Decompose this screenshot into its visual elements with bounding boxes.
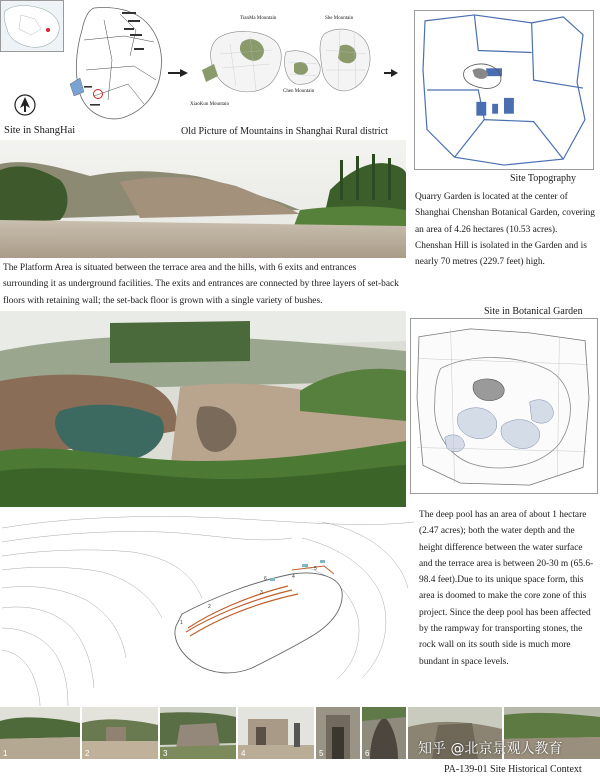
svg-text:2: 2 xyxy=(208,604,211,610)
thumb-number: 6 xyxy=(365,749,370,758)
shanghai-district-map xyxy=(64,0,172,125)
label-xiaokun-mountain: XiaoKun Mountain xyxy=(190,102,230,107)
thumb-number: 5 xyxy=(319,749,324,758)
site-plan-drawing xyxy=(2,508,414,706)
site-topography-map xyxy=(414,10,594,170)
label-she-mountain: She Mountain xyxy=(325,16,354,21)
botanical-caption-line1: Site in Botanical Garden xyxy=(484,306,583,317)
svg-text:5: 5 xyxy=(314,566,317,572)
svg-text:3: 3 xyxy=(260,590,263,596)
platform-area-text: The Platform Area is situated between the terrace area and the hills, with 6 exits and entrances surrounding it as underground facilities. The exits and entrances are connected by three layers of set-back floors with retaining wall; the set-back floor is grown with a single variety of bushes. xyxy=(3,263,399,306)
old-picture-caption: Old Picture of Mountains in Shanghai Rural district xyxy=(181,126,388,137)
svg-text:4: 4 xyxy=(292,574,295,580)
north-arrow-icon xyxy=(14,94,36,116)
thumb-number: 4 xyxy=(241,749,246,758)
deep-pool-photo xyxy=(0,311,406,507)
site-photo-6 xyxy=(362,707,406,759)
site-photo-2 xyxy=(82,707,158,759)
thumb-number: 1 xyxy=(3,749,8,758)
old-mountains-map xyxy=(190,14,378,114)
watermark: 知乎 @北京景观人教育 xyxy=(418,741,563,757)
botanical-garden-map xyxy=(410,318,598,494)
page-id-caption: PA-139-01 Site Historical Context xyxy=(444,764,582,775)
site-photo-3 xyxy=(160,707,236,759)
deep-pool-text: The deep pool has an area of about 1 hectare (2.47 acres); both the water depth and the height difference between the water surface and the terrace area is between 20-30 m (65.6-98.4 feet).Due to its unique space form, this area is doomed to make the core zone of this project. Since the deep pool has been affected by the rampway for transporting stones, the rock wall on its south side is much more bundant in space levels. xyxy=(419,510,594,667)
svg-text:6: 6 xyxy=(264,576,267,582)
site-photo-4 xyxy=(238,707,314,759)
site-in-shanghai-caption: Site in ShangHai xyxy=(4,125,76,136)
site-topography-caption: Site Topography xyxy=(510,173,577,184)
svg-text:1: 1 xyxy=(180,620,183,626)
thumb-number: 2 xyxy=(85,749,90,758)
site-photo-1 xyxy=(0,707,80,759)
site-photo-5 xyxy=(316,707,360,759)
arrow-right-icon xyxy=(384,64,398,72)
platform-panorama-photo xyxy=(0,140,406,258)
china-inset-map xyxy=(0,0,64,52)
label-tianma-mountain: TianMa Mountain xyxy=(240,16,277,21)
arrow-right-icon xyxy=(168,64,188,72)
thumb-number: 3 xyxy=(163,749,168,758)
label-chen-mountain: Chen Mountain xyxy=(283,89,315,94)
quarry-intro-text: Quarry Garden is located at the center of Shanghai Chenshan Botanical Garden, covering an area of 4.26 hectares (10.53 acres). Chenshan Hill is isolated in the Garden and is nearly 70 metres (229.7 feet) high. xyxy=(415,192,595,268)
